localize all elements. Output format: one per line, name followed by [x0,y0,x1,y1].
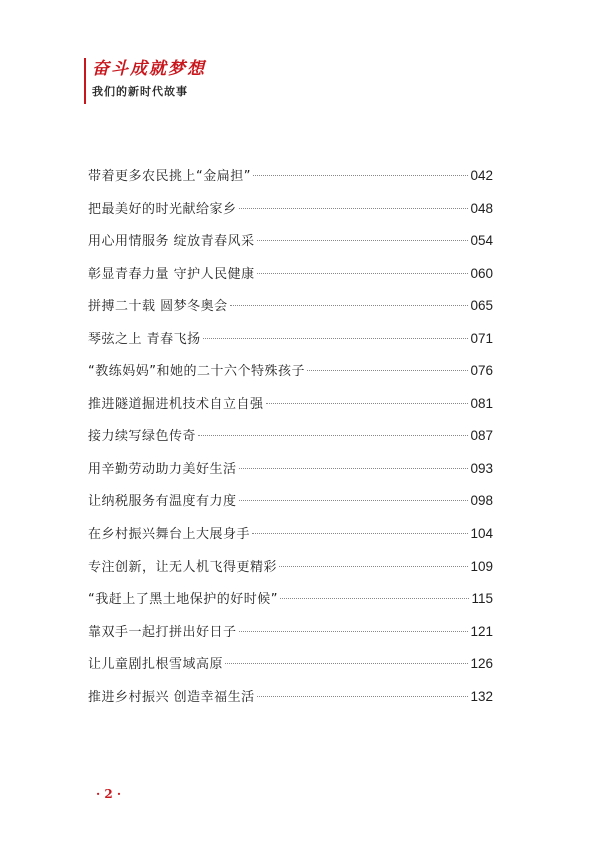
toc-entry-page: 081 [470,395,493,411]
toc-entry-page: 071 [470,330,493,346]
toc-entry[interactable] [88,388,493,421]
toc-dot-leader [257,696,469,697]
toc-entry-page: 042 [470,168,493,183]
toc-entry-title: 把最美好的时光献给家乡 [88,201,237,217]
toc-dot-leader [279,566,468,567]
toc-entry-title: 接力续写绿色传奇 [88,429,197,445]
toc-dot-leader [253,175,468,176]
toc-entry[interactable] [88,160,493,193]
toc-entry[interactable] [88,681,493,714]
toc-dot-leader [252,533,468,534]
toc-entry-page: 076 [470,363,493,379]
toc-dot-leader [239,208,469,209]
toc-entry[interactable] [88,518,493,551]
toc-dot-leader [266,403,469,404]
toc-entry[interactable] [88,290,493,323]
toc-dot-leader [257,273,469,274]
toc-entry-page: 098 [470,493,493,509]
toc-entry[interactable] [88,225,493,258]
toc-dot-leader [225,663,468,664]
toc-entry-title: 彰显青春力量 守护人民健康 [88,266,255,282]
toc-entry[interactable] [88,193,493,226]
toc-entry-page: 087 [470,428,493,444]
toc-entry-page: 048 [470,200,493,216]
toc-entry-page: 054 [470,233,493,249]
toc-entry-title: 用辛勤劳动助力美好生活 [88,461,237,477]
toc-dot-leader [307,370,468,371]
book-subtitle: 我们的新时代故事 [92,85,188,98]
toc-entry-page: 093 [470,460,493,476]
table-of-contents [88,160,493,713]
toc-entry[interactable] [88,551,493,584]
toc-entry[interactable] [88,583,493,616]
toc-entry-page: 104 [470,526,493,542]
page-number: · 2 · [96,787,122,801]
toc-dot-leader [198,435,468,436]
toc-entry[interactable] [88,323,493,356]
toc-entry-title: 拼搏二十载 圆梦冬奥会 [88,299,228,315]
toc-dot-leader [239,631,469,632]
toc-dot-leader [280,598,469,599]
toc-dot-leader [230,305,469,306]
toc-entry-title: 在乡村振兴舞台上大展身手 [88,527,251,543]
toc-entry-page: 121 [470,623,493,639]
toc-entry-title: 专注创新，让无人机飞得更精彩 [88,559,278,575]
toc-entry-title: 琴弦之上 青春飞扬 [88,331,201,347]
toc-entry-page: 109 [470,558,493,574]
toc-entry-page: 132 [470,688,493,704]
toc-entry-page: 065 [470,298,493,314]
toc-entry-title: 推进乡村振兴 创造幸福生活 [88,689,255,705]
toc-entry-title: 让儿童剧扎根雪域高原 [88,657,224,673]
toc-entry-page: 115 [471,591,493,607]
toc-entry[interactable] [88,258,493,291]
toc-entry[interactable] [88,355,493,388]
toc-entry[interactable] [88,485,493,518]
toc-entry[interactable] [88,453,493,486]
book-header [84,58,206,104]
toc-dot-leader [203,338,469,339]
toc-dot-leader [257,240,469,241]
toc-entry-title: 靠双手一起打拼出好日子 [88,624,237,640]
toc-entry-title: 推进隧道掘进机技术自立自强 [88,396,264,412]
toc-entry-page: 126 [470,656,493,672]
toc-entry-title: “教练妈妈”和她的二十六个特殊孩子 [88,364,305,380]
toc-entry[interactable] [88,420,493,453]
toc-entry[interactable] [88,616,493,649]
toc-entry-title: “我赶上了黑土地保护的好时候” [88,592,278,608]
toc-entry[interactable] [88,648,493,681]
toc-entry-title: 带着更多农民挑上“金扁担” [88,169,251,184]
toc-dot-leader [239,468,469,469]
toc-entry-title: 用心用情服务 绽放青春风采 [88,234,255,250]
toc-entry-title: 让纳税服务有温度有力度 [88,494,237,510]
toc-dot-leader [239,500,469,501]
book-title: 奋斗成就梦想 [92,59,206,79]
toc-entry-page: 060 [470,265,493,281]
